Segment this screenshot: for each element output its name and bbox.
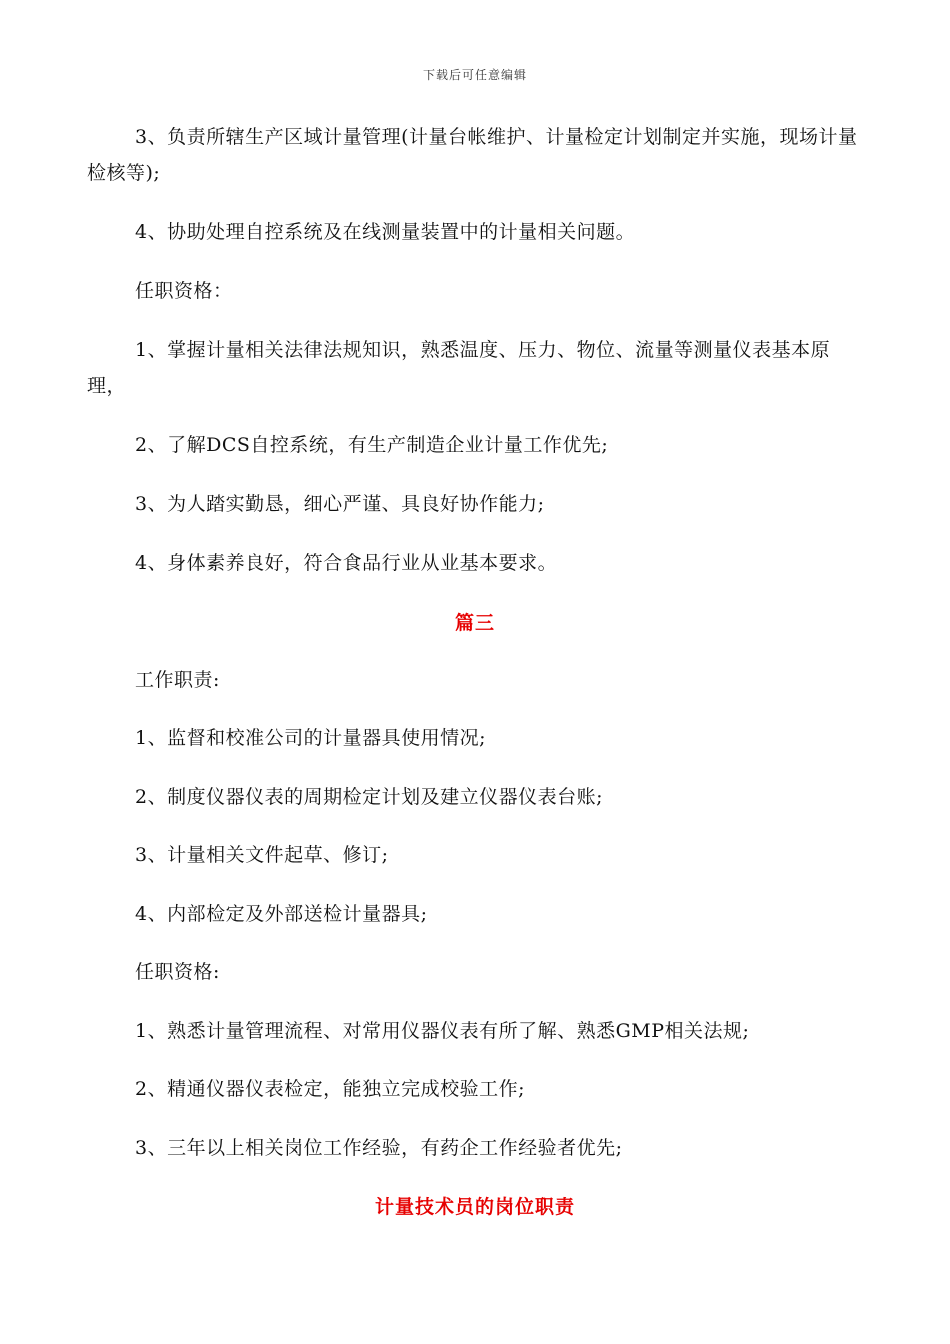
paragraph: 1、掌握计量相关法律法规知识，熟悉温度、压力、物位、流量等测量仪表基本原理，: [87, 339, 831, 397]
paragraph: 3、为人踏实勤恳，细心严谨、具良好协作能力;: [135, 493, 545, 515]
paragraph: 3、计量相关文件起草、修订;: [135, 844, 389, 866]
paragraph: 1、监督和校准公司的计量器具使用情况;: [135, 727, 486, 749]
paragraph: 4、协助处理自控系统及在线测量装置中的计量相关问题。: [135, 221, 636, 243]
paragraph: 3、三年以上相关岗位工作经验，有药企工作经验者优先;: [135, 1137, 623, 1159]
header-note: 下载后可任意编辑: [422, 68, 527, 82]
paragraph: 4、内部检定及外部送检计量器具;: [135, 903, 428, 925]
paragraph: 2、精通仪器仪表检定，能独立完成校验工作;: [135, 1078, 525, 1100]
document-title: 计量技术员的岗位职责: [374, 1196, 575, 1218]
paragraph: 1、熟悉计量管理流程、对常用仪器仪表有所了解、熟悉GMP相关法规;: [135, 1020, 750, 1042]
paragraph: 任职资格：: [135, 280, 233, 302]
paragraph: 任职资格:: [135, 961, 220, 983]
paragraph: 4、身体素养良好，符合食品行业从业基本要求。: [135, 552, 558, 574]
paragraph: 3、负责所辖生产区域计量管理(计量台帐维护、计量检定计划制定并实施，现场计量检核等);: [87, 126, 858, 184]
paragraph: 工作职责:: [135, 669, 220, 691]
section-heading: 篇三: [454, 612, 495, 634]
paragraph: 2、了解DCS自控系统，有生产制造企业计量工作优先;: [135, 434, 609, 456]
paragraph: 2、制度仪器仪表的周期检定计划及建立仪器仪表台账;: [135, 786, 603, 808]
